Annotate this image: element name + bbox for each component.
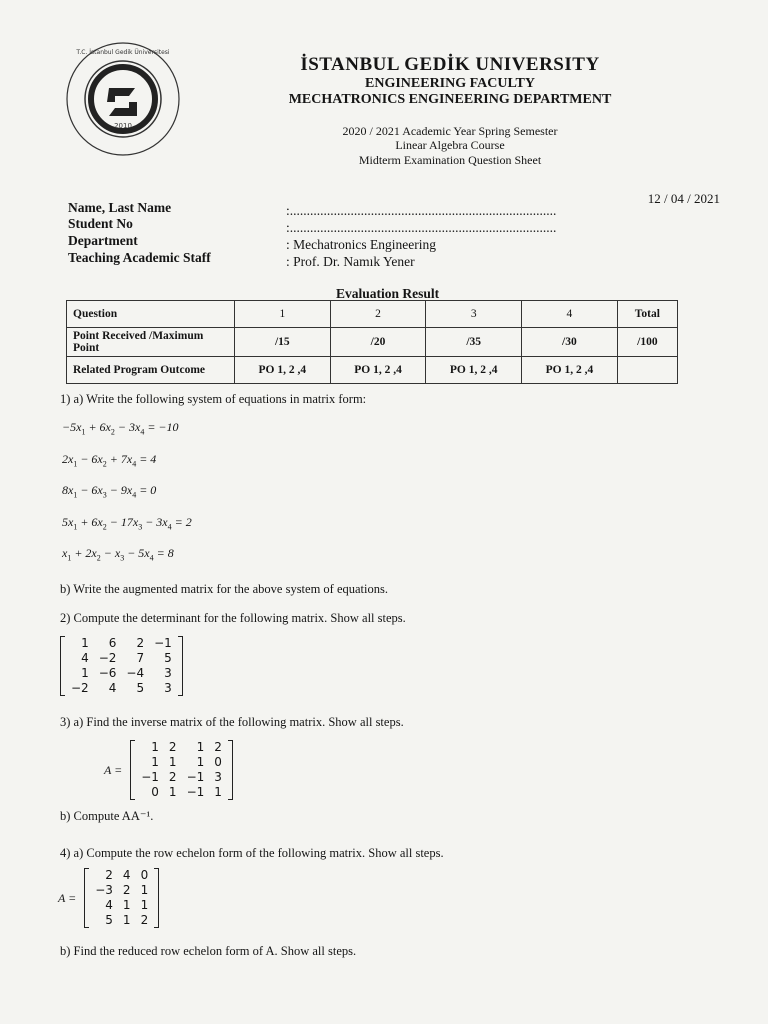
- matrix-cell: 0: [151, 785, 159, 799]
- matrix-q3: [104, 740, 233, 800]
- table-row: [67, 301, 678, 328]
- matrix-row: [66, 681, 177, 696]
- student-no-label: Student No: [68, 216, 133, 231]
- matrix-row: [136, 785, 227, 800]
- q4b-text: b) Find the reduced row echelon form of A. Show all steps.: [60, 944, 357, 958]
- name-label: Name, Last Name: [68, 200, 172, 215]
- matrix-cell: −2: [71, 681, 89, 695]
- total-points-cell[interactable]: /100: [617, 328, 677, 357]
- matrix-cell: −1: [154, 636, 172, 650]
- matrix-cell: 2: [122, 883, 131, 897]
- matrix-cell: 2: [136, 636, 145, 650]
- matrix-cell: 2: [214, 740, 222, 754]
- matrix-cell: 1: [214, 785, 222, 799]
- matrix-row: [136, 755, 227, 770]
- outcome-total-cell: [617, 357, 677, 384]
- matrix-row: [66, 651, 177, 666]
- points-cell[interactable]: /35: [426, 328, 522, 357]
- matrix-cell: 3: [214, 770, 222, 784]
- matrix-row: [66, 666, 177, 681]
- matrix-cell: −4: [126, 666, 145, 680]
- outcome-cell: PO 1, 2 ,4: [330, 357, 426, 384]
- matrix-a-label: A =: [104, 762, 123, 777]
- sheet-title: Midterm Examination Question Sheet: [358, 153, 542, 167]
- matrix-cell: 1: [196, 740, 205, 754]
- student-no-field[interactable]: :...............................................................................: [286, 220, 557, 235]
- university-logo: [64, 40, 182, 158]
- matrix-cell: 7: [136, 651, 145, 665]
- matrix-cell: 1: [122, 898, 131, 912]
- q1b-text: b) Write the augmented matrix for the above system of equations.: [60, 582, 388, 596]
- matrix-q4-grid: [90, 868, 153, 928]
- equation-1: $-5x_1 + 6x_2 - 3x_4 = -10$: [62, 420, 179, 437]
- matrix-q2-grid: [66, 636, 177, 696]
- question-number: 3: [426, 301, 522, 328]
- matrix-row: [90, 883, 153, 898]
- total-header: Total: [617, 301, 677, 328]
- matrix-cell: 6: [108, 636, 117, 650]
- staff-value: : Prof. Dr. Namık Yener: [286, 254, 415, 269]
- matrix-cell: 4: [105, 898, 113, 912]
- matrix-row: [90, 898, 153, 913]
- matrix-cell: 4: [108, 681, 117, 695]
- matrix-row: [136, 740, 227, 755]
- matrix-cell: −3: [95, 883, 113, 897]
- q1a-text: 1) a) Write the following system of equations in matrix form:: [60, 392, 367, 406]
- matrix-cell: 3: [164, 681, 172, 695]
- matrix-row: [66, 636, 177, 651]
- course-name: Linear Algebra Course: [395, 138, 505, 152]
- table-row: [67, 328, 678, 357]
- matrix-row: [90, 868, 153, 883]
- matrix-q4: [58, 868, 159, 928]
- matrix-cell: 1: [168, 755, 177, 769]
- matrix-row: [136, 770, 227, 785]
- question-number: 1: [235, 301, 331, 328]
- matrix-cell: 0: [140, 868, 149, 882]
- academic-year: 2020 / 2021 Academic Year Spring Semester: [342, 124, 558, 138]
- svg-text:2010: 2010: [114, 122, 132, 130]
- department-label: Department: [68, 233, 138, 248]
- matrix-q2: [60, 636, 183, 696]
- outcome-cell: PO 1, 2 ,4: [426, 357, 522, 384]
- matrix-cell: −1: [141, 770, 159, 784]
- q4a-text: 4) a) Compute the row echelon form of the following matrix. Show all steps.: [60, 846, 444, 860]
- points-cell[interactable]: /20: [330, 328, 426, 357]
- outcome-cell: PO 1, 2 ,4: [522, 357, 618, 384]
- matrix-cell: −1: [186, 770, 205, 784]
- q2-text: 2) Compute the determinant for the following matrix. Show all steps.: [60, 611, 406, 625]
- matrix-cell: 2: [168, 740, 177, 754]
- matrix-cell: 1: [151, 740, 159, 754]
- row-header: Related Program Outcome: [67, 357, 235, 384]
- points-cell[interactable]: /15: [235, 328, 331, 357]
- matrix-cell: 4: [122, 868, 131, 882]
- matrix-cell: 5: [164, 651, 172, 665]
- matrix-cell: 1: [196, 755, 205, 769]
- question-number: 2: [330, 301, 426, 328]
- matrix-cell: −1: [186, 785, 205, 799]
- department-value: : Mechatronics Engineering: [286, 237, 436, 252]
- university-title: İSTANBUL GEDİK UNIVERSITY: [300, 54, 600, 75]
- outcome-cell: PO 1, 2 ,4: [235, 357, 331, 384]
- matrix-cell: 1: [81, 636, 89, 650]
- row-header: Question: [67, 301, 235, 328]
- evaluation-table: [66, 300, 678, 384]
- matrix-cell: 4: [81, 651, 89, 665]
- matrix-a-label: A =: [58, 890, 77, 905]
- faculty-title: ENGINEERING FACULTY: [365, 76, 535, 91]
- name-field[interactable]: :...............................................................................: [286, 203, 557, 218]
- equation-2: $2x_1 - 6x_2 + 7x_4 = 4$: [62, 452, 157, 469]
- q3b-text: b) Compute AA⁻¹.: [60, 809, 154, 823]
- matrix-cell: 0: [214, 755, 222, 769]
- matrix-cell: 1: [140, 883, 149, 897]
- matrix-cell: 2: [168, 770, 177, 784]
- row-header: Point Received /Maximum Point: [67, 328, 235, 357]
- matrix-cell: 3: [164, 666, 172, 680]
- matrix-row: [90, 913, 153, 928]
- matrix-cell: 1: [168, 785, 177, 799]
- matrix-cell: 5: [136, 681, 145, 695]
- evaluation-title: Evaluation Result: [336, 286, 440, 301]
- matrix-cell: 1: [140, 898, 149, 912]
- points-cell[interactable]: /30: [522, 328, 618, 357]
- matrix-cell: 1: [81, 666, 89, 680]
- svg-text:T.C. İstanbul Gedik Üniversite: T.C. İstanbul Gedik Üniversitesi: [76, 49, 170, 56]
- table-row: [67, 357, 678, 384]
- exam-date: 12 / 04 / 2021: [647, 191, 720, 206]
- matrix-cell: −6: [98, 666, 117, 680]
- equation-3: $8x_1 - 6x_3 - 9x_4 = 0$: [62, 483, 157, 500]
- matrix-cell: 1: [151, 755, 159, 769]
- department-title: MECHATRONICS ENGINEERING DEPARTMENT: [288, 92, 612, 107]
- staff-label: Teaching Academic Staff: [68, 250, 211, 265]
- matrix-cell: −2: [98, 651, 117, 665]
- matrix-cell: 1: [122, 913, 131, 927]
- matrix-cell: 2: [140, 913, 149, 927]
- question-number: 4: [522, 301, 618, 328]
- matrix-cell: 5: [105, 913, 113, 927]
- matrix-cell: 2: [105, 868, 113, 882]
- equation-4: $5x_1 + 6x_2 - 17x_3 - 3x_4 = 2$: [62, 515, 192, 532]
- matrix-q3-grid: [136, 740, 227, 800]
- q3a-text: 3) a) Find the inverse matrix of the following matrix. Show all steps.: [60, 715, 404, 729]
- equation-5: $x_1 + 2x_2 - x_3 - 5x_4 = 8$: [62, 546, 174, 563]
